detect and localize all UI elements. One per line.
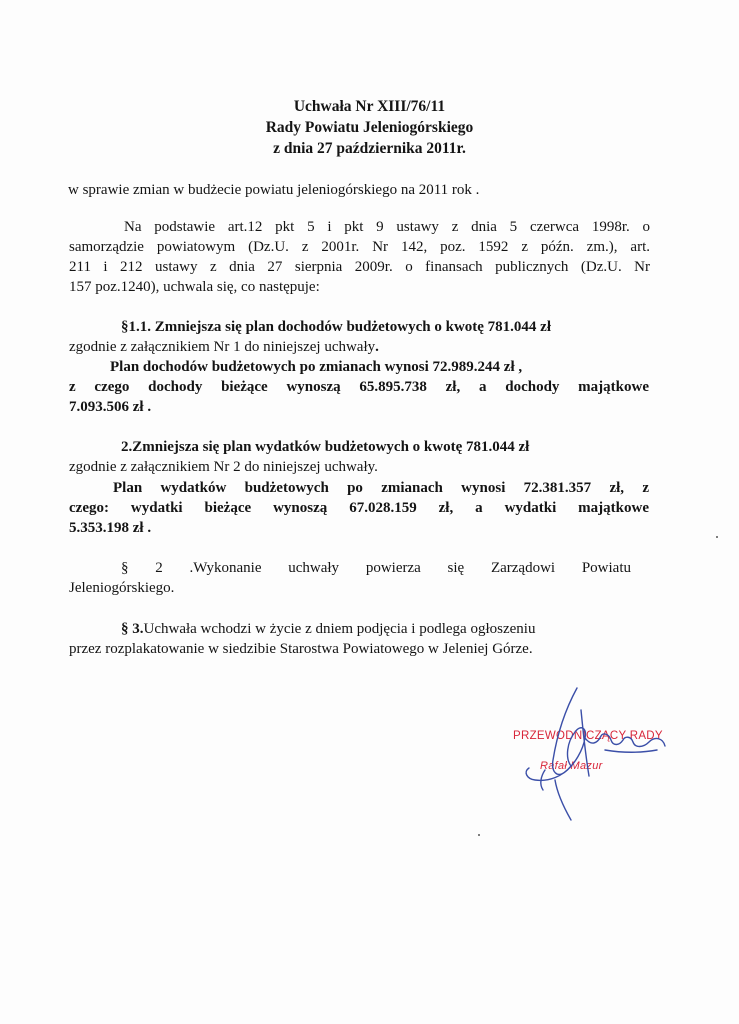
signature-image — [505, 680, 675, 830]
section3-prefix: § 3. — [121, 621, 144, 637]
expense-plan-capital: 5.353.198 zł . — [69, 520, 152, 536]
stamp-name: Rafał Mazur — [540, 760, 603, 772]
income-plan-breakdown: z czego dochody bieżące wynoszą 65.895.738 zł, a dochody majątkowe — [69, 379, 649, 395]
resolution-date: z dnia 27 października 2011r. — [273, 140, 466, 157]
resolution-subject: w sprawie zmian w budżecie powiatu jeleniogórskiego na 2011 rok . — [68, 182, 480, 198]
preamble-line-1: Na podstawie art.12 pkt 5 i pkt 9 ustawy z dnia 5 czerwca 1998r. o — [124, 219, 650, 235]
section2-line-1: § 2 .Wykonanie uchwały powierza się Zarządowi Powiatu — [121, 560, 631, 576]
scan-speck — [478, 834, 480, 836]
section3-line-2: przez rozplakatowanie w siedzibie Starostwa Powiatowego w Jeleniej Górze. — [69, 641, 533, 657]
section1-point2-heading: 2.Zmniejsza się plan wydatków budżetowych o kwotę 781.044 zł — [121, 439, 530, 455]
scan-speck — [716, 536, 718, 538]
council-name: Rady Powiatu Jeleniogórskiego — [265, 119, 474, 136]
section1-point2-reference: zgodnie z załącznikiem Nr 2 do niniejszej uchwały. — [69, 459, 378, 475]
section1-point1-reference-text: zgodnie z załącznikiem Nr 1 do niniejszej uchwały — [69, 339, 376, 355]
preamble-line-2: samorządzie powiatowym (Dz.U. z 2001r. Nr 142, poz. 1592 z późn. zm.), art. — [69, 239, 650, 255]
income-plan-capital: 7.093.506 zł . — [69, 399, 152, 415]
expense-plan-total: Plan wydatków budżetowych po zmianach wynosi 72.381.357 zł, z — [113, 480, 649, 496]
section1-point1-reference — [69, 338, 379, 357]
section2-line-2: Jeleniogórskiego. — [69, 580, 175, 596]
preamble-line-4: 157 poz.1240), uchwala się, co następuje: — [69, 279, 320, 295]
stamp-title: PRZEWODNICZĄCY RADY — [513, 730, 663, 742]
section3-line-1 — [121, 620, 535, 639]
expense-plan-breakdown: czego: wydatki bieżące wynoszą 67.028.159 zł, a wydatki majątkowe — [69, 500, 649, 516]
section1-point1-heading: §1.1. Zmniejsza się plan dochodów budżetowych o kwotę 781.044 zł — [121, 319, 552, 335]
income-plan-total: Plan dochodów budżetowych po zmianach wynosi 72.989.244 zł , — [110, 359, 523, 375]
section3-line-1-text: Uchwała wchodzi w życie z dniem podjęcia i podlega ogłoszeniu — [143, 621, 536, 637]
resolution-number: Uchwała Nr XIII/76/11 — [293, 98, 446, 115]
section1-point1-reference-dot: . — [375, 339, 379, 355]
preamble-line-3: 211 i 212 ustawy z dnia 27 sierpnia 2009r. o finansach publicznych (Dz.U. Nr — [69, 259, 650, 275]
